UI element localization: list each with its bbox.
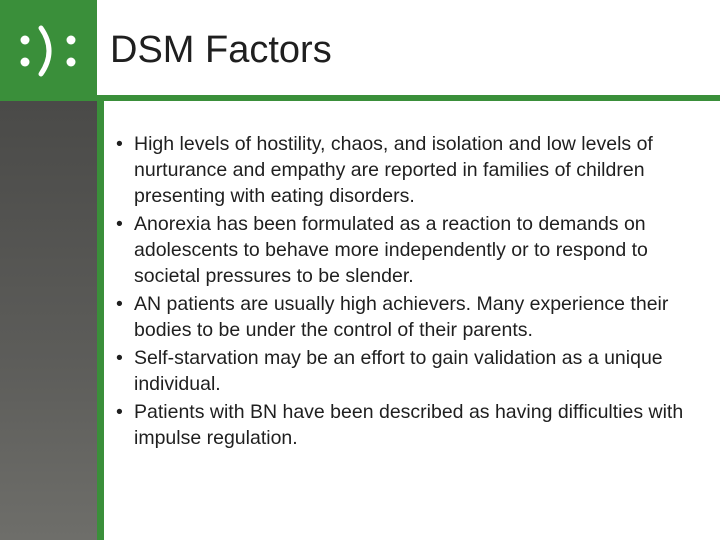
bullet-marker: •: [116, 401, 123, 423]
bullet-text: Patients with BN have been described as having difficulties with impulse regulation.: [134, 401, 684, 449]
bullet-item: [116, 211, 716, 289]
smiley-logo-icon: [17, 23, 81, 79]
bullet-marker: •: [116, 293, 123, 315]
bullet-text: Anorexia has been formulated as a reaction to demands on adolescents to behave more independently or to respond to societal pressures to be slender.: [134, 213, 648, 287]
bullet-text: Self-starvation may be an effort to gain validation as a unique individual.: [134, 347, 663, 395]
bullet-item: [116, 131, 716, 209]
slide-title: DSM Factors: [110, 29, 332, 71]
left-sidebar-bar: [0, 101, 97, 540]
bullet-marker: •: [116, 347, 123, 369]
bullet-item: [116, 345, 716, 397]
bullet-list: [116, 131, 716, 453]
logo: [0, 0, 97, 101]
bullet-text: AN patients are usually high achievers. Many experience their bodies to be under the control of their parents.: [134, 293, 669, 341]
bullet-marker: •: [116, 213, 123, 235]
bullet-item: [116, 399, 716, 451]
bullet-text: High levels of hostility, chaos, and isolation and low levels of nurturance and empathy are reported in families of children presenting with eating disorders.: [134, 133, 653, 207]
left-sidebar-accent: [97, 101, 104, 540]
bullet-marker: •: [116, 133, 123, 155]
bullet-item: [116, 291, 716, 343]
title-divider: [97, 95, 720, 101]
